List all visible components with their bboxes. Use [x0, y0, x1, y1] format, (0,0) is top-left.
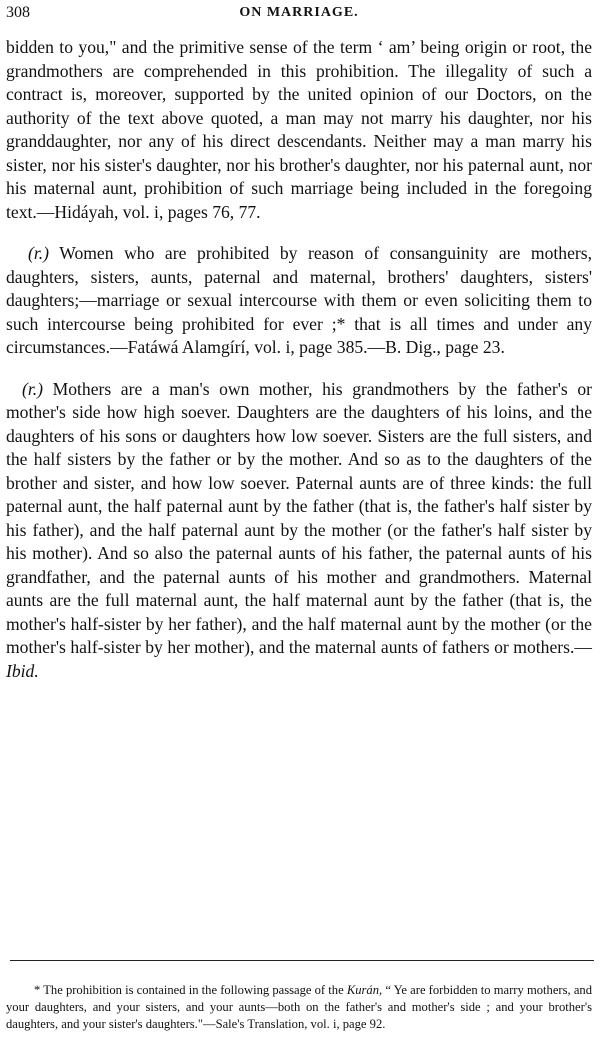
- footnote-text: “ Ye are forbidden to marry mothers, and your daughters, and your sisters, and your aunts—both on the father's and mother's side ; and your brother's daughters, and your sister's daughters."—Sale's Translation, vol. i, page 92.: [6, 983, 593, 1031]
- paragraph-text: Mothers are a man's own mother, his grandmothers by the father's or mother's side how high soever. Daughters are the daughters of his loins, and the daughters of his sons or daughters how low soever. Sisters are the full sisters, and the half sisters by the father or by the mother. And so as to the daughters of the brother and sister, and how low soever. Paternal aunts are of three kinds: the full paternal aunt, the half paternal aunt by the father (that is, the father's half sister by his father), and the half paternal aunt by the mother (or the father's half sister by his mother). And so also the paternal aunts of his father, the paternal aunts of his grandfather, and the paternal aunts of his mother and grandmothers. Maternal aunts are the full maternal aunt, the half maternal aunt by the father (that is, the mother's half-sister by her father), and the half maternal aunt by the mother (or the mother's half-sister by her mother), and the maternal aunts of fathers or mothers.—: [6, 378, 592, 657]
- paragraph: [6, 242, 592, 360]
- running-title: ON MARRIAGE.: [239, 5, 359, 20]
- page-number: 308: [6, 4, 30, 21]
- citation-ibid: Ibid.: [6, 660, 39, 681]
- paragraph-text: bidden to you," and the primitive sense of the term ‘ am’ being origin or root, the grandmothers are comprehended in this prohibition. The illegality of such a contract is, moreover, supported by the united opinion of our Doctors, on the authority of the text above quoted, a man may not marry his daughter, nor his granddaughter, nor any of his direct descendants. Neither may a man marry his sister, nor his sister's daughter, nor his brother's daughter, nor his paternal aunt, nor his maternal aunt, prohibition of such marriage being included in the foregoing text.—Hidáyah, vol. i, pages 76, 77.: [6, 37, 592, 222]
- footnote-divider: [10, 960, 594, 961]
- footnote: [6, 982, 592, 1033]
- paragraph-label: (r.): [22, 378, 44, 399]
- body-text: [6, 36, 592, 701]
- paragraph: [6, 36, 592, 224]
- paragraph-label: (r.): [28, 243, 50, 263]
- paragraph-text: Women who are prohibited by reason of consanguinity are mothers, daughters, sisters, aunts, paternal and maternal, brothers' daughters, sisters' daughters;—marriage or sexual intercourse with them or even soliciting them to such intercourse being prohibited for ever ;* that is all times and under any circumstances.—Fatáwá Alamgírí, vol. i, page 385.—B. Dig., page 23.: [6, 243, 592, 357]
- footnote-lead: * The prohibition is contained in the following passage of the: [34, 983, 344, 997]
- page-header: [6, 2, 592, 24]
- footnote-source: Kurán,: [346, 983, 383, 997]
- paragraph: [6, 378, 592, 684]
